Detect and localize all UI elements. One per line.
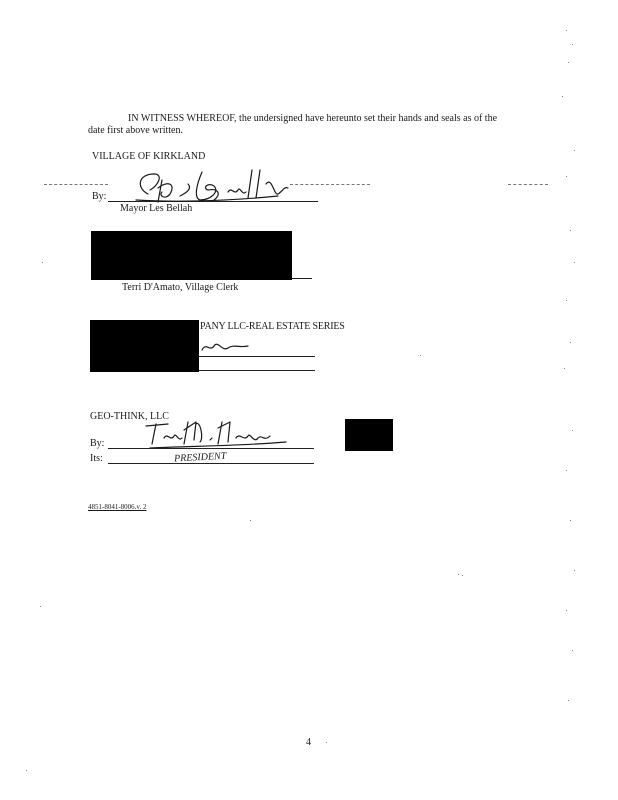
village-entity-name: VILLAGE OF KIRKLAND [92, 151, 206, 162]
clerk-signature-line [292, 278, 312, 279]
document-reference: 4851-8041-8006.v. 2 [88, 503, 147, 511]
mayor-printed-name: Mayor Les Bellah [120, 203, 193, 214]
real-estate-signature [200, 336, 260, 356]
handwritten-title-text: PRESIDENT [173, 450, 227, 465]
redaction-box [91, 231, 292, 280]
geo-think-title-line [108, 463, 314, 464]
clerk-printed-name: Terri D'Amato, Village Clerk [122, 282, 239, 293]
geo-think-by-label: By: [90, 438, 105, 449]
redaction-box [345, 419, 393, 451]
redaction-box [90, 320, 199, 372]
real-estate-entity-name: PANY LLC-REAL ESTATE SERIES [200, 321, 345, 332]
geo-think-its-label: Its: [90, 453, 103, 464]
president-signature [140, 418, 290, 452]
village-by-label: By: [92, 191, 107, 202]
geo-think-entity-name: GEO-THINK, LLC [90, 411, 169, 422]
witness-clause-line-2: date first above written. [88, 125, 183, 136]
page-number: 4 [306, 737, 311, 748]
scan-artifact-dashes [508, 184, 548, 185]
real-estate-title-line [199, 370, 315, 371]
witness-clause-line-1: IN WITNESS WHEREOF, the undersigned have hereunto set their hands and seals as of the [128, 113, 498, 124]
scan-artifact-dashes [290, 184, 370, 185]
handwritten-title [172, 448, 242, 464]
real-estate-signature-line [199, 356, 315, 357]
scan-artifact-dashes [44, 184, 108, 185]
